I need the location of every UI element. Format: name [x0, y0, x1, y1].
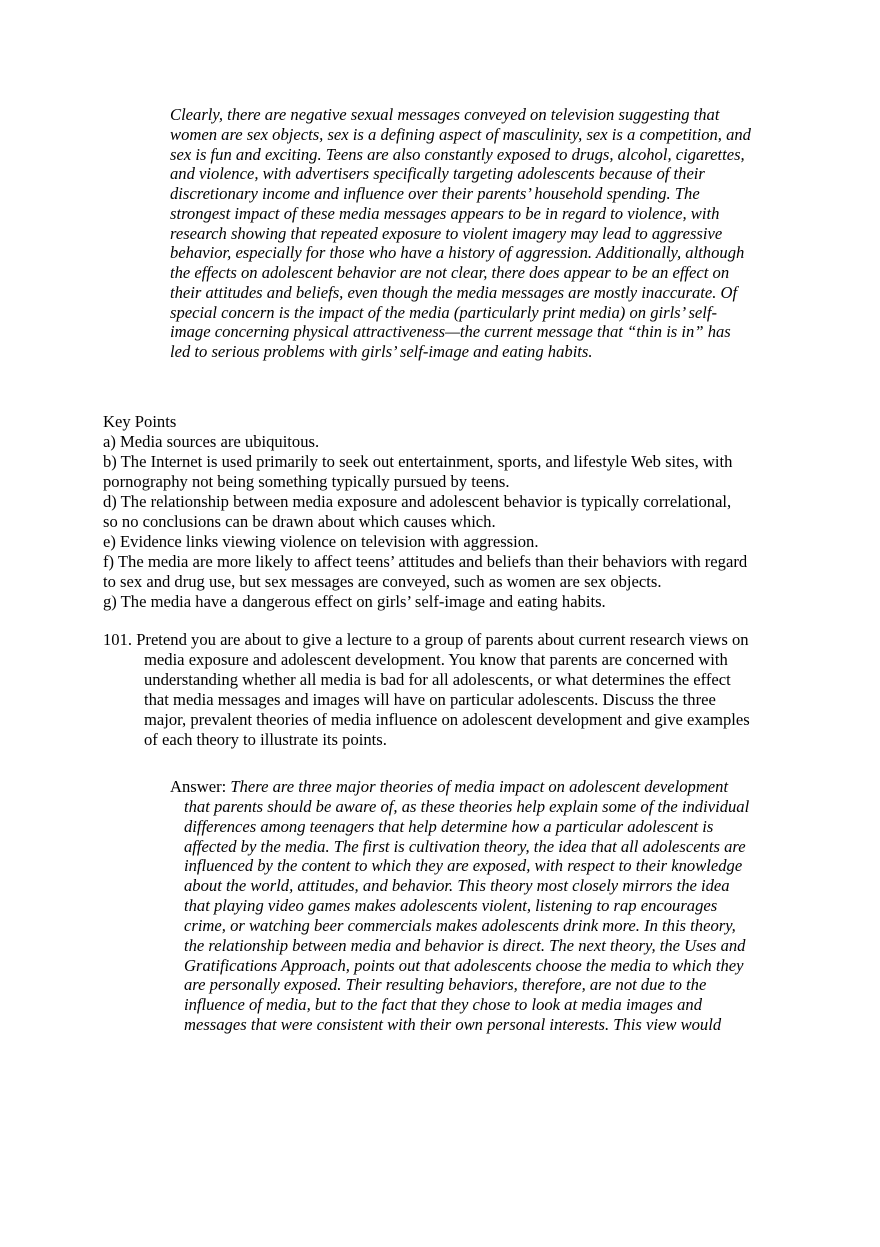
key-point-line: d) The relationship between media exposure and adolescent behavior is typically correlational, — [103, 492, 732, 511]
quote-line: women are sex objects, sex is a defining aspect of masculinity, sex is a competition, and — [170, 124, 751, 144]
quoted-passage — [170, 105, 782, 362]
quote-line: the effects on adolescent behavior are not clear, there does appear to be an effect on — [170, 263, 730, 282]
answer-line: affected by the media. The first is cultivation theory, the idea that all adolescents are — [184, 836, 746, 856]
question-line: major, prevalent theories of media influence on adolescent development and give examples — [144, 710, 750, 729]
quote-line: research showing that repeated exposure to violent imagery may lead to aggressive — [170, 223, 723, 243]
question-line: of each theory to illustrate its points. — [144, 730, 387, 749]
key-point-line: g) The media have a dangerous effect on girls’ self-image and eating habits. — [103, 592, 606, 611]
question-line: that media messages and images will have on particular adolescents. Discuss the three — [144, 690, 716, 709]
key-point-line: so no conclusions can be drawn about which causes which. — [103, 512, 496, 531]
answer-line: influenced by the content to which they are exposed, with respect to their knowledge — [184, 856, 743, 876]
quote-line: sex is fun and exciting. Teens are also constantly exposed to drugs, alcohol, cigarettes, — [170, 144, 745, 164]
key-point-line: pornography not being something typically pursued by teens. — [103, 472, 510, 491]
key-point-line: b) The Internet is used primarily to seek out entertainment, sports, and lifestyle Web sites, with — [103, 452, 733, 471]
answer-line: differences among teenagers that help determine how a particular adolescent is — [184, 816, 714, 836]
answer-line: Gratifications Approach, points out that adolescents choose the media to which they — [184, 955, 744, 975]
key-point-line: f) The media are more likely to affect teens’ attitudes and beliefs than their behaviors with regard — [103, 552, 748, 571]
question-line: understanding whether all media is bad for all adolescents, or what determines the effect — [144, 670, 731, 689]
answer-line: messages that were consistent with their own personal interests. This view would — [184, 1015, 722, 1035]
answer-line: influence of media, but to the fact that they chose to look at media images and — [184, 995, 702, 1015]
question-first-line: 101. Pretend you are about to give a lecture to a group of parents about current research views on — [103, 630, 749, 649]
key-point-line: a) Media sources are ubiquitous. — [103, 432, 320, 451]
quote-line: and violence, with advertisers specifically targeting adolescents because of their — [170, 164, 705, 184]
quote-line: led to serious problems with girls’ self-image and eating habits. — [170, 342, 593, 361]
question-line: media exposure and adolescent development. You know that parents are concerned with — [144, 650, 728, 669]
answer-first-line — [170, 777, 782, 797]
answer-label: Answer: — [170, 777, 231, 796]
question-101 — [103, 630, 783, 750]
answer-line: that playing video games makes adolescents violent, listening to rap encourages — [184, 896, 718, 916]
key-points-heading: Key Points — [103, 412, 177, 431]
quote-line: discretionary income and influence over their parents’ household spending. The — [170, 184, 700, 203]
answer-line: crime, or watching beer commercials makes adolescents drink more. In this theory, — [184, 915, 736, 935]
answer-first-text: There are three major theories of media impact on adolescent development — [230, 777, 729, 796]
quote-line: Clearly, there are negative sexual messages conveyed on television suggesting that — [170, 105, 720, 124]
answer-line: about the world, attitudes, and behavior. This theory most closely mirrors the idea — [184, 876, 730, 896]
quote-line: behavior, especially for those who have a history of aggression. Additionally, although — [170, 243, 745, 263]
quote-line: special concern is the impact of the media (particularly print media) on girls’ self- — [170, 302, 718, 322]
answer-line: are personally exposed. Their resulting behaviors, therefore, are not due to the — [184, 975, 707, 995]
quote-line: image concerning physical attractiveness—the current message that “thin is in” has — [170, 322, 731, 342]
quote-line: their attitudes and beliefs, even though the media messages are mostly inaccurate. Of — [170, 282, 738, 302]
key-point-line: e) Evidence links viewing violence on television with aggression. — [103, 532, 539, 551]
quote-line: strongest impact of these media messages appears to be in regard to violence, with — [170, 203, 720, 223]
answer-line: the relationship between media and behavior is direct. The next theory, the Uses and — [184, 935, 746, 955]
answer-line: that parents should be aware of, as these theories help explain some of the individual — [184, 796, 750, 816]
key-point-line: to sex and drug use, but sex messages are conveyed, such as women are sex objects. — [103, 572, 662, 591]
key-points-section — [103, 412, 783, 612]
answer-section — [170, 777, 782, 1035]
